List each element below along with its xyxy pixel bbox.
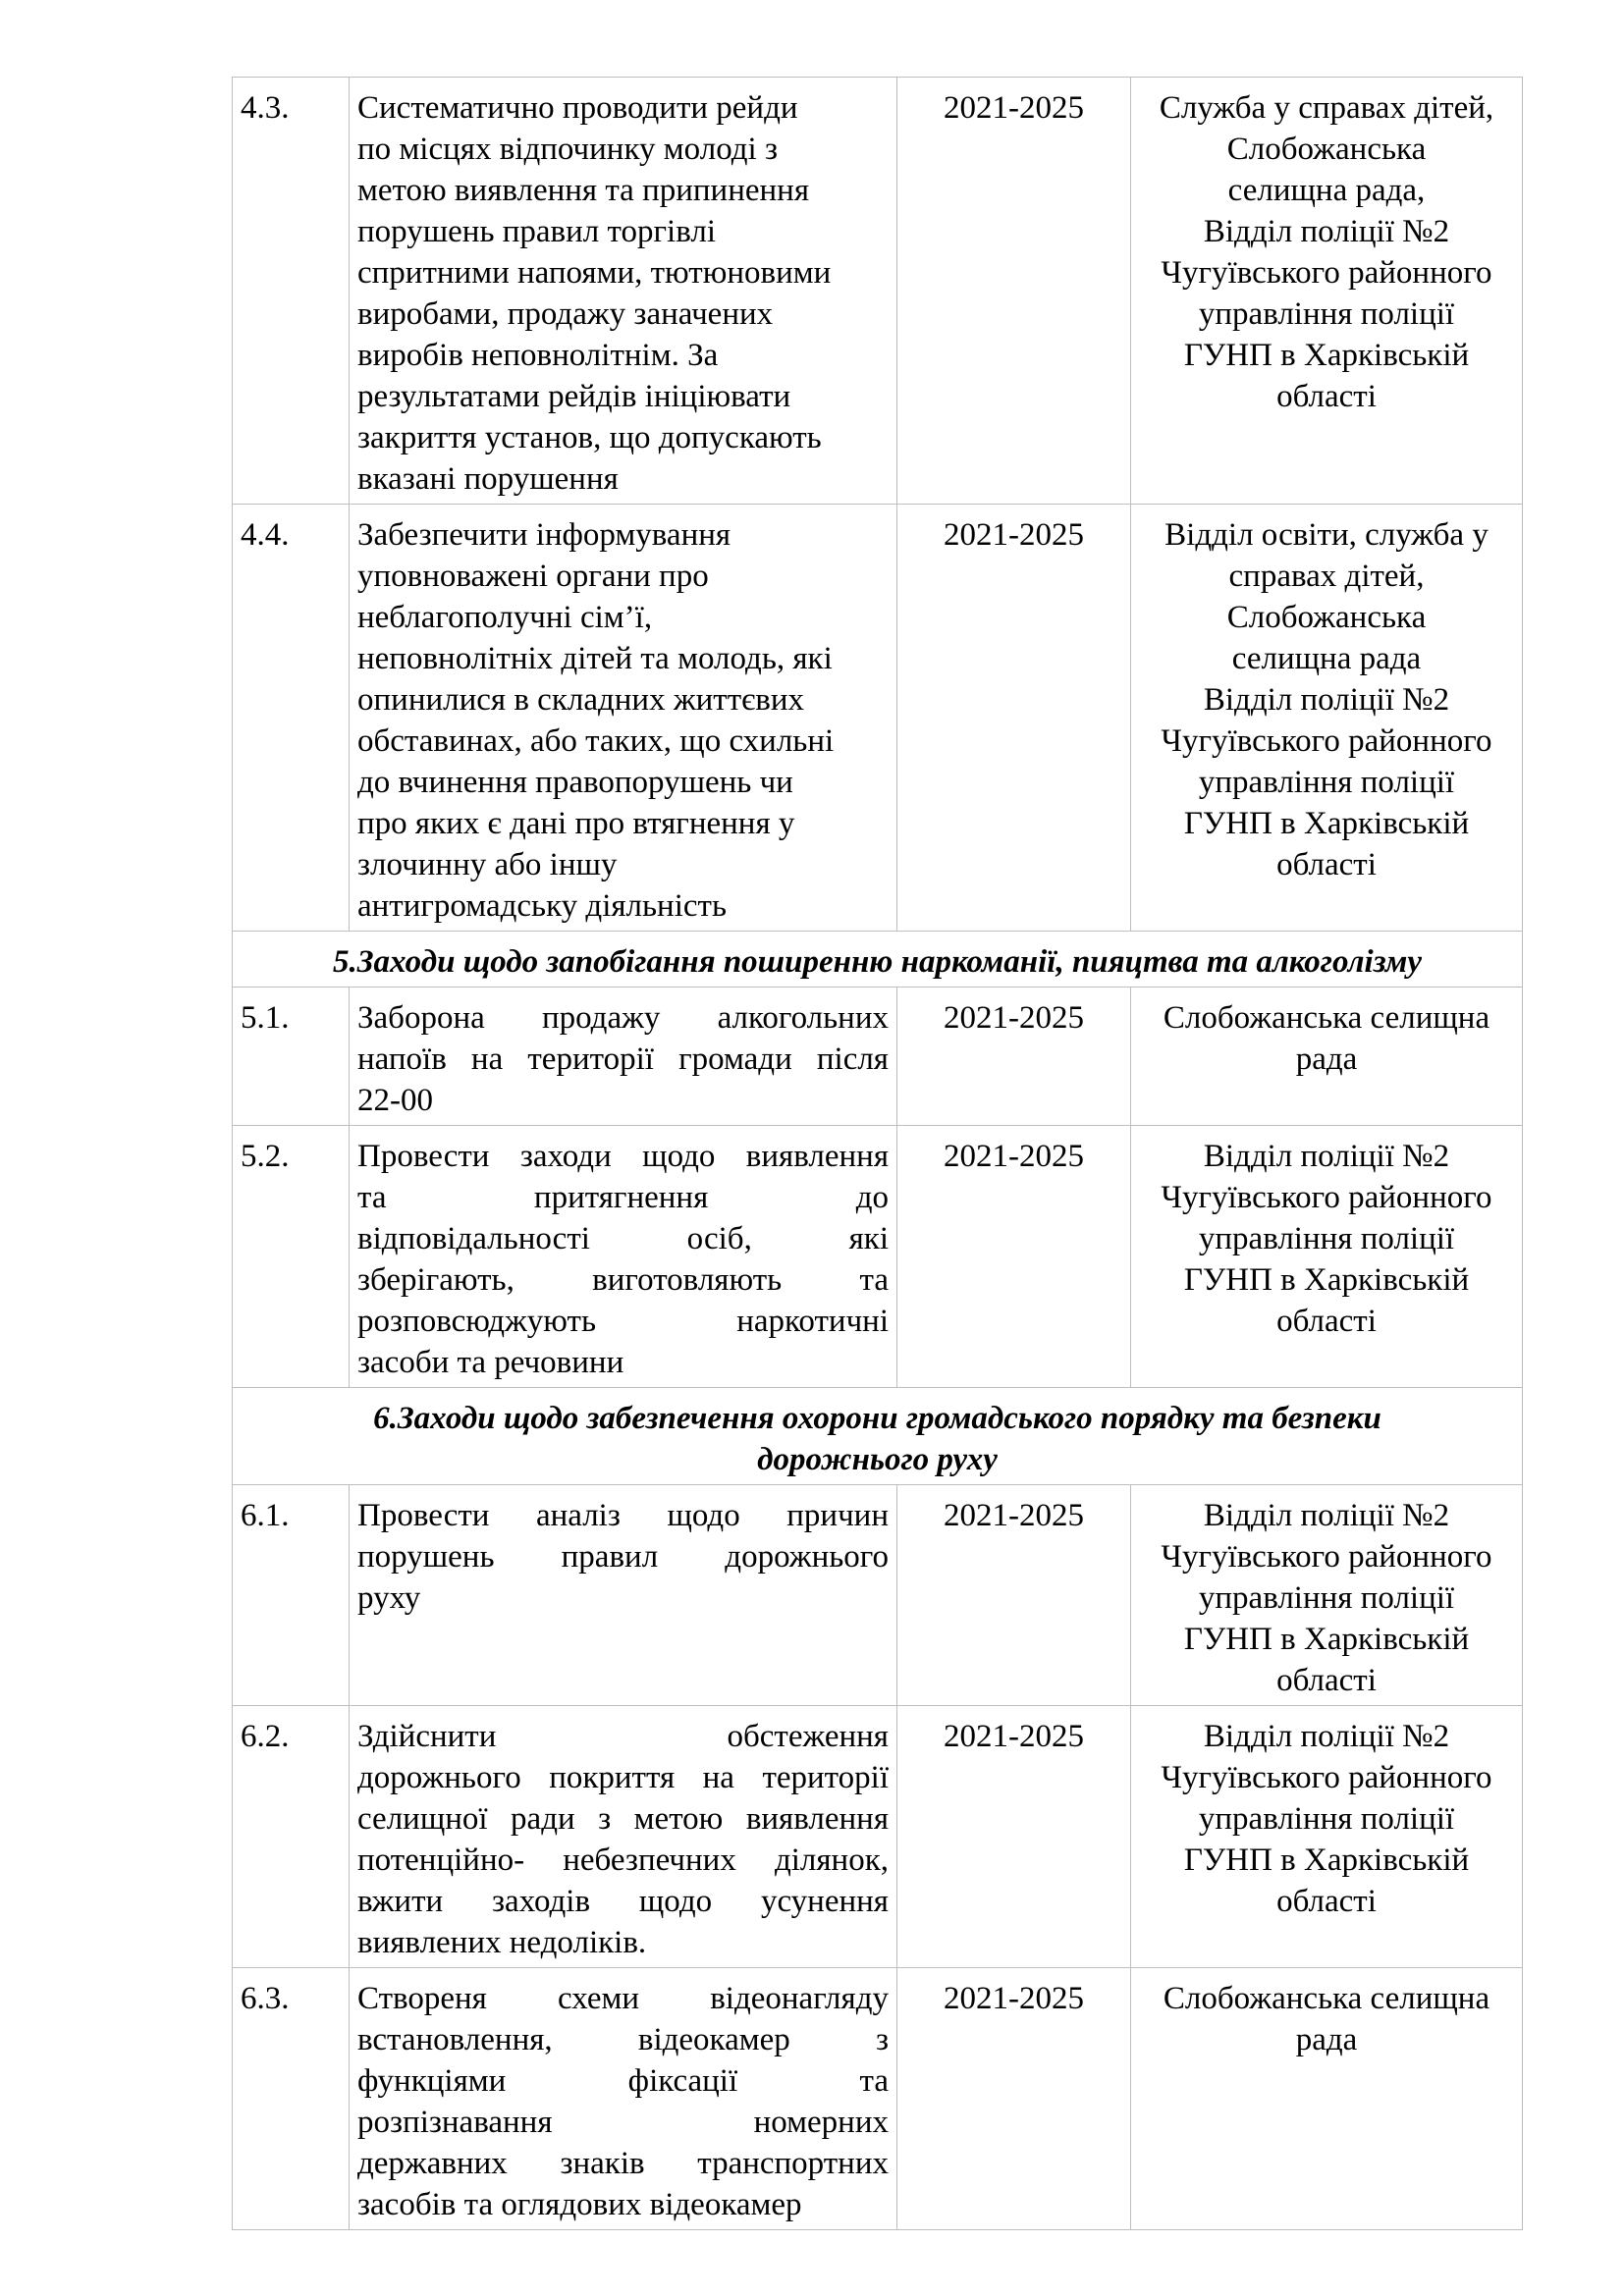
action-line: результатами рейдів ініціювати (357, 379, 791, 414)
term-period: 2021-2025 (897, 1485, 1131, 1706)
action-description (350, 1706, 897, 1968)
responsible-line: Слобожанська (1226, 600, 1427, 635)
action-description (350, 1485, 897, 1706)
action-line: обставинах, або таких, що схильні (357, 723, 835, 759)
action-line: Систематично проводити рейди (357, 90, 798, 126)
action-line: метою виявлення та припинення (357, 173, 810, 208)
action-line: злочинну або іншу (357, 847, 618, 882)
action-line: відповідальності осіб, які (357, 1221, 889, 1256)
section-title-line: 6.Заходи щодо забезпечення охорони громадського порядку та безпеки (373, 1401, 1381, 1436)
action-line: встановлення, відеокамер з (357, 2022, 889, 2057)
item-number: 5.1. (233, 988, 350, 1126)
term-period: 2021-2025 (897, 1968, 1131, 2230)
term-period: 2021-2025 (897, 1126, 1131, 1388)
action-line: Провести заходи щодо виявлення (357, 1139, 889, 1174)
action-line: вжити заходів щодо усунення (357, 1884, 889, 1919)
responsible-line: Чугуївського районного (1161, 1539, 1492, 1575)
responsible-line: області (1276, 1884, 1377, 1919)
responsible-line: селищна рада (1231, 641, 1422, 676)
section-header-row (233, 1388, 1523, 1485)
action-description (350, 1126, 897, 1388)
action-line: функціями фіксації та (357, 2063, 889, 2099)
action-line: до вчинення правопорушень чи (357, 765, 793, 800)
action-line: руху (357, 1580, 421, 1616)
responsible-line: Чугуївського районного (1161, 1180, 1492, 1215)
action-line: розпізнавання номерних (357, 2105, 889, 2140)
responsible-line: Відділ освіти, служба у (1164, 517, 1489, 553)
responsible-line: Чугуївського районного (1161, 1760, 1492, 1795)
responsible-line: селищна рада, (1227, 173, 1426, 208)
action-line: спритними напоями, тютюновими (357, 255, 832, 291)
responsible-line: області (1276, 379, 1377, 414)
action-line: дорожнього покриття на території (357, 1760, 889, 1795)
item-number: 6.2. (233, 1706, 350, 1968)
action-line: напоїв на території громади після (357, 1041, 889, 1077)
responsible-line: Служба у справах дітей, (1159, 90, 1494, 126)
section-title-line: дорожнього руху (757, 1442, 998, 1477)
action-line: уповноважені органи про (357, 559, 709, 594)
action-line: порушень правил торгівлі (357, 214, 716, 249)
responsible-line: Відділ поліції №2 (1203, 1498, 1450, 1533)
action-line: виявлених недоліків. (357, 1925, 647, 1960)
action-line: опинилися в складних життєвих (357, 682, 805, 718)
responsible-executor (1131, 1126, 1523, 1388)
responsible-executor (1131, 78, 1523, 505)
action-line: засобів та оглядових відеокамер (357, 2187, 802, 2222)
action-line: порушень правил дорожнього (357, 1539, 889, 1575)
responsible-executor (1131, 1485, 1523, 1706)
section-title-line: 5.Заходи щодо запобігання поширенню наркоманії, пияцтва та алкоголізму (332, 944, 1423, 980)
item-number: 6.3. (233, 1968, 350, 2230)
action-line: Заборона продажу алкогольних (357, 1000, 889, 1036)
table-row (233, 1126, 1523, 1388)
responsible-line: ГУНП в Харківській (1183, 1842, 1470, 1878)
action-line: неповнолітніх дітей та молодь, які (357, 641, 833, 676)
responsible-executor (1131, 505, 1523, 932)
item-number: 6.1. (233, 1485, 350, 1706)
responsible-line: Відділ поліції №2 (1203, 214, 1450, 249)
action-line: Створеня схеми відеонагляду (357, 1981, 889, 2016)
responsible-line: управління поліції (1198, 1221, 1455, 1256)
responsible-executor (1131, 1968, 1523, 2230)
action-description (350, 988, 897, 1126)
action-description (350, 505, 897, 932)
action-line: розповсюджують наркотичні (357, 1304, 889, 1339)
responsible-executor (1131, 1706, 1523, 1968)
table-row (233, 988, 1523, 1126)
term-period: 2021-2025 (897, 78, 1131, 505)
responsible-line: ГУНП в Харківській (1183, 338, 1470, 373)
section-title (233, 1388, 1523, 1485)
action-line: про яких є дані про втягнення у (357, 806, 795, 841)
action-line: потенційно- небезпечних ділянок, (357, 1842, 889, 1878)
action-line: по місцях відпочинку молоді з (357, 132, 778, 167)
table-row (233, 1706, 1523, 1968)
responsible-line: області (1276, 1663, 1377, 1698)
responsible-line: рада (1295, 2022, 1358, 2057)
term-period: 2021-2025 (897, 505, 1131, 932)
action-line: засоби та речовини (357, 1345, 624, 1380)
responsible-line: області (1276, 1304, 1377, 1339)
term-period: 2021-2025 (897, 1706, 1131, 1968)
action-line: виробами, продажу заначених (357, 296, 774, 332)
action-line: Забезпечити інформування (357, 517, 731, 553)
responsible-line: управління поліції (1198, 1801, 1455, 1837)
responsible-line: Чугуївського районного (1161, 723, 1492, 759)
item-number: 4.3. (233, 78, 350, 505)
section-header-row (233, 932, 1523, 988)
action-line: вказані порушення (357, 461, 619, 497)
responsible-line: області (1276, 847, 1377, 882)
action-line: та притягнення до (357, 1180, 889, 1215)
section-title (233, 932, 1523, 988)
term-period: 2021-2025 (897, 988, 1131, 1126)
responsible-line: управління поліції (1198, 296, 1455, 332)
responsible-line: Слобожанська (1226, 132, 1427, 167)
action-line: 22-00 (357, 1083, 433, 1118)
action-line: закриття установ, що допускають (357, 420, 822, 455)
action-line: зберігають, виготовляють та (357, 1262, 889, 1298)
action-line: Провести аналіз щодо причин (357, 1498, 889, 1533)
responsible-line: ГУНП в Харківській (1183, 1262, 1470, 1298)
table-row (233, 78, 1523, 505)
responsible-executor (1131, 988, 1523, 1126)
action-line: державних знаків транспортних (357, 2146, 889, 2181)
item-number: 5.2. (233, 1126, 350, 1388)
action-description (350, 78, 897, 505)
action-line: Здійснити обстеження (357, 1719, 889, 1754)
responsible-line: Слобожанська селищна (1163, 1981, 1490, 2016)
responsible-line: справах дітей, (1228, 559, 1425, 594)
action-line: неблагополучні сім’ї, (357, 600, 653, 635)
table-row (233, 505, 1523, 932)
table-row (233, 1968, 1523, 2230)
responsible-line: управління поліції (1198, 765, 1455, 800)
responsible-line: ГУНП в Харківській (1183, 806, 1470, 841)
responsible-line: Відділ поліції №2 (1203, 682, 1450, 718)
action-line: виробів неповнолітнім. За (357, 338, 719, 373)
responsible-line: Слобожанська селищна (1163, 1000, 1490, 1036)
measures-table (232, 77, 1523, 2230)
table-row (233, 1485, 1523, 1706)
item-number: 4.4. (233, 505, 350, 932)
action-line: антигромадську діяльність (357, 888, 728, 924)
responsible-line: Відділ поліції №2 (1203, 1719, 1450, 1754)
responsible-line: Відділ поліції №2 (1203, 1139, 1450, 1174)
responsible-line: Чугуївського районного (1161, 255, 1492, 291)
measures-table-body (233, 78, 1523, 2230)
responsible-line: ГУНП в Харківській (1183, 1622, 1470, 1657)
responsible-line: рада (1295, 1041, 1358, 1077)
responsible-line: управління поліції (1198, 1580, 1455, 1616)
action-description (350, 1968, 897, 2230)
action-line: селищної ради з метою виявлення (357, 1801, 889, 1837)
